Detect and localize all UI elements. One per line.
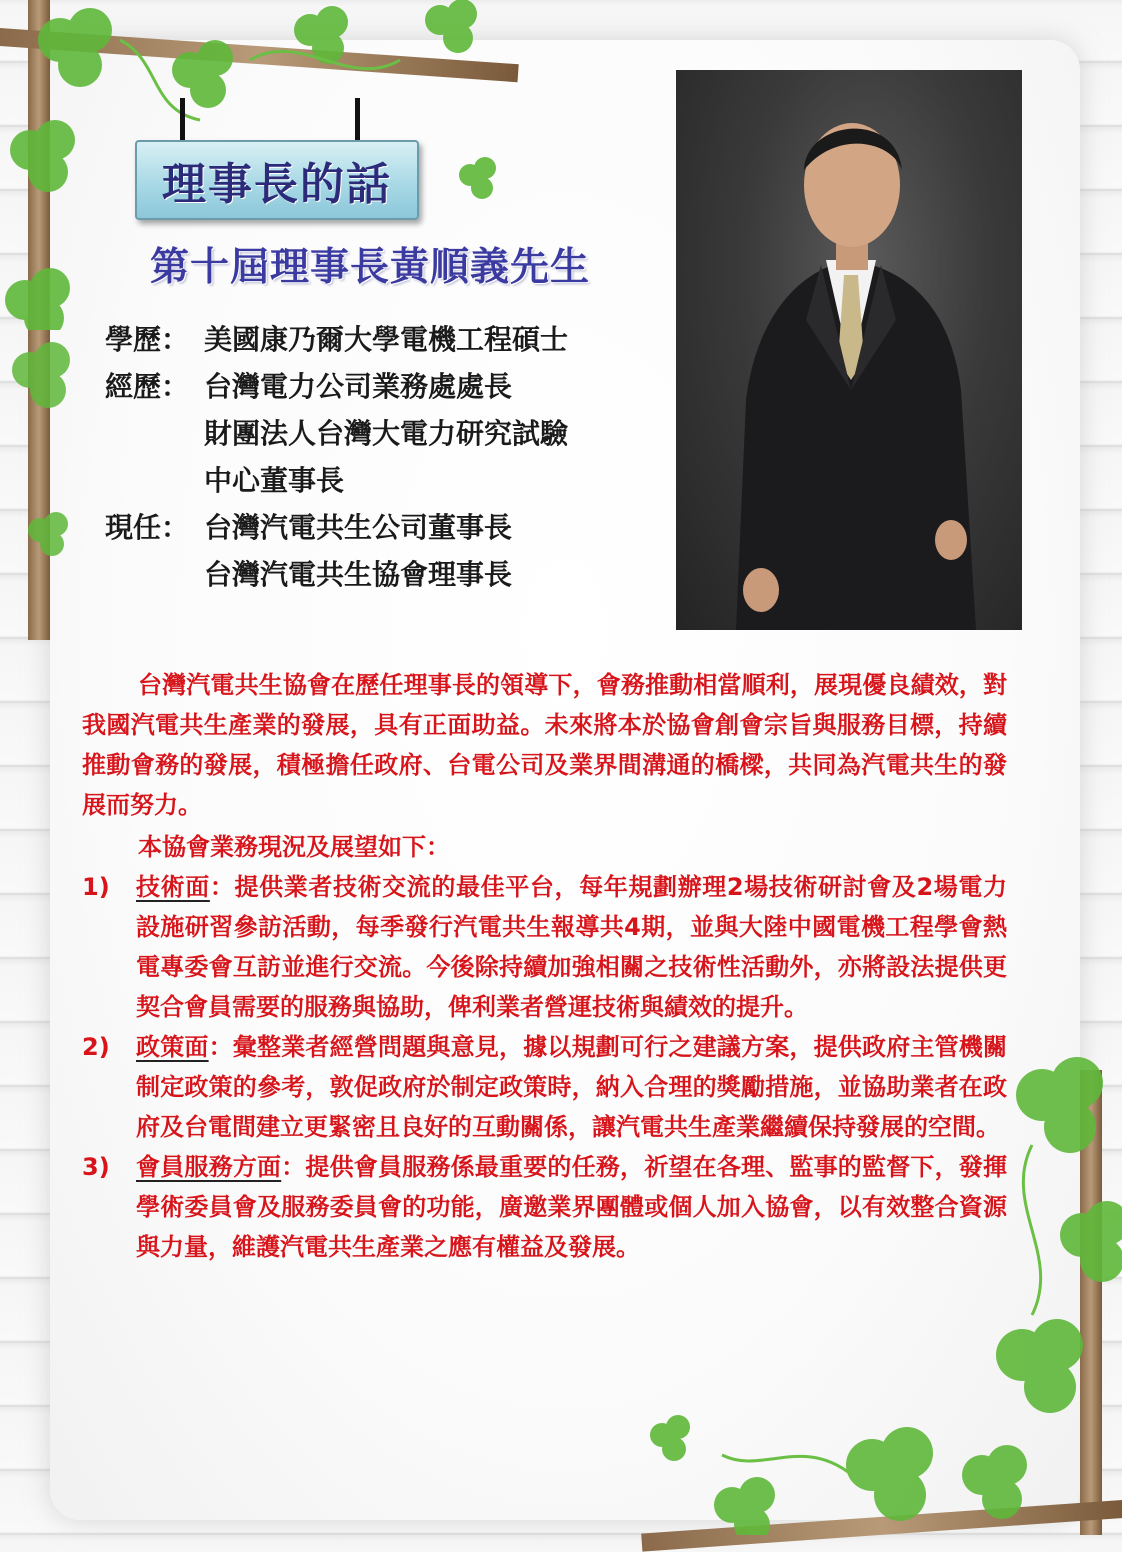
item-keyword: 技術面 — [136, 873, 210, 901]
experience-value-2: 財團法人台灣大電力研究試驗 — [204, 417, 569, 450]
outlook-intro: 本協會業務現況及展望如下： — [138, 833, 450, 861]
education-value: 美國康乃爾大學電機工程碩士 — [204, 323, 569, 356]
item-text: ：提供會員服務係最重要的任務，祈望在各理、監事的監督下，發揮學術委員會及服務委員會的功能，廣邀業界團體或個人加入協會，以有效整合資源與力量，維護汽電共生產業之應有權益及發展。 — [136, 1153, 1008, 1261]
item-text: ：提供業者技術交流的最佳平台，每年規劃辦理2場技術研討會及2場電力設施研習參訪活動，每季發行汽電共生報導共4期，並與大陸中國電機工程學會熱電專委會互訪並進行交流。今後除持續加強相關之技術性活動外，亦將設法提供更契合會員需要的服務與協助，俾利業者營運技術與績效的提升。 — [136, 873, 1007, 1021]
body-text — [82, 665, 1007, 1267]
clover-left-mid-icon — [0, 330, 80, 730]
item-body — [136, 1147, 1007, 1267]
chairman-subtitle: 第十屆理事長黃順義先生 — [150, 245, 591, 290]
education-row — [105, 316, 568, 363]
title-sign — [135, 140, 419, 220]
page-title: 理事長的話 — [162, 159, 392, 210]
sign-string-right — [355, 98, 360, 143]
portrait-figure-icon — [676, 70, 1022, 630]
education-label: 學歷： — [105, 323, 190, 356]
item-keyword: 會員服務方面 — [136, 1153, 282, 1181]
item-text: ：彙整業者經營問題與意見，據以規劃可行之建議方案，提供政府主管機關制定政策的參考，敦促政府於制定政策時，納入合理的獎勵措施，並協助業者在政府及台電間建立更緊密且良好的互動關係，讓汽電共生產業繼續保持發展的空間。 — [136, 1033, 1008, 1141]
item-keyword: 政策面 — [136, 1033, 209, 1061]
current-value-1: 台灣汽電共生公司董事長 — [204, 511, 513, 544]
experience-label: 經歷： — [105, 370, 190, 403]
item-body — [136, 1027, 1007, 1147]
list-item — [82, 1027, 1007, 1147]
chairman-portrait — [676, 70, 1022, 630]
current-row — [105, 504, 568, 551]
current-value-2: 台灣汽電共生協會理事長 — [204, 558, 513, 591]
list-item — [82, 1147, 1007, 1267]
item-body — [136, 867, 1007, 1027]
profile-block — [105, 316, 568, 598]
sign-string-left — [180, 98, 185, 143]
experience-row — [105, 363, 568, 410]
item-number: 2) — [82, 1033, 110, 1061]
experience-value-1: 台灣電力公司業務處處長 — [204, 370, 513, 403]
current-label: 現任： — [105, 511, 190, 544]
item-number: 3) — [82, 1153, 110, 1181]
item-number: 1) — [82, 873, 110, 901]
experience-value-3: 中心董事長 — [204, 464, 345, 497]
paragraph-intro: 台灣汽電共生協會在歷任理事長的領導下，會務推動相當順利，展現優良績效，對我國汽電共生產業的發展，具有正面助益。未來將本於協會創會宗旨與服務目標，持續推動會務的發展，積極擔任政府、台電公司及業界間溝通的橋樑，共同為汽電共生的發展而努力。 — [82, 671, 1007, 819]
list-item — [82, 867, 1007, 1027]
